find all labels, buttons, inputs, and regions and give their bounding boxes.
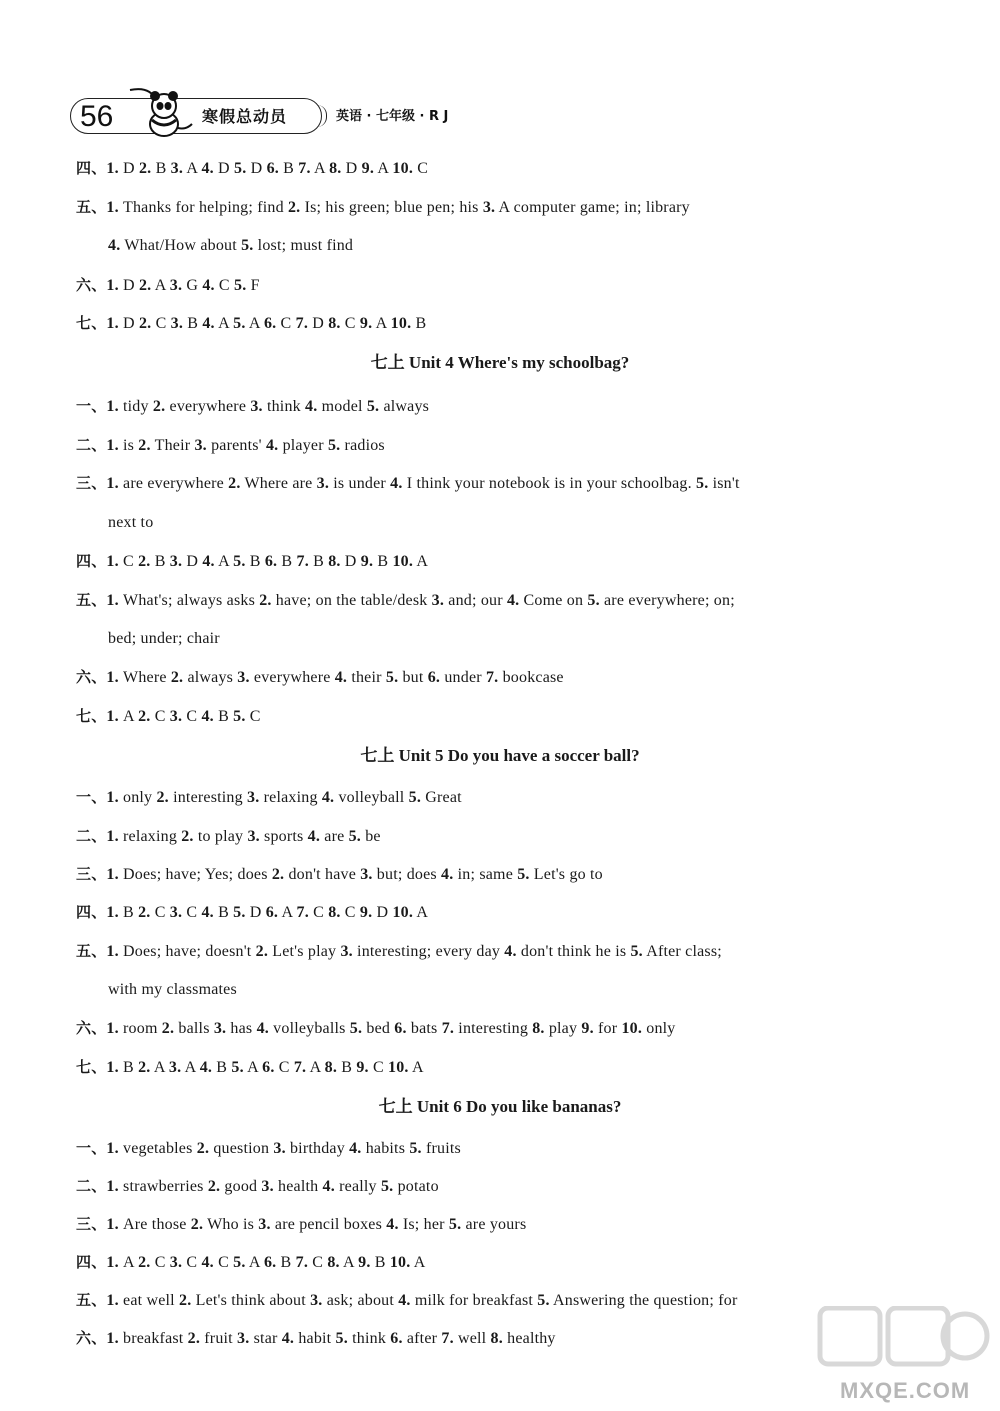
- section-label: 五、: [76, 591, 107, 609]
- answer-text: 1. B 2. A 3. A 4. B 5. A 6. C 7. A 8. B 9. C 10. A: [106, 1059, 424, 1076]
- answer-text: 1. breakfast 2. fruit 3. star 4. habit 5. think 6. after 7. well 8. healthy: [106, 1330, 556, 1347]
- section-label: 六、: [76, 1019, 107, 1037]
- section-label: 一、: [76, 397, 107, 415]
- answer-text: 1. A 2. C 3. C 4. C 5. A 6. B 7. C 8. A 9. B 10. A: [106, 1254, 426, 1271]
- unit-heading: 七上 Unit 5 Do you have a soccer ball?: [360, 746, 640, 765]
- series-title: 寒假总动员: [202, 107, 288, 126]
- section-label: 四、: [76, 1253, 107, 1271]
- panda-mascot-icon: [122, 84, 202, 140]
- section-label: 一、: [76, 788, 107, 806]
- unit-heading: 七上 Unit 4 Where's my schoolbag?: [370, 353, 630, 372]
- answer-text: 1. strawberries 2. good 3. health 4. really 5. potato: [106, 1178, 439, 1195]
- answer-text: 1. Thanks for helping; find 2. Is; his green; blue pen; his 3. A computer game; in; library: [106, 199, 690, 216]
- answer-line: [76, 826, 381, 847]
- answer-line: [76, 396, 429, 417]
- section-label: 三、: [76, 1215, 107, 1233]
- section-label: 四、: [76, 552, 107, 570]
- section-label: 六、: [76, 668, 107, 686]
- answer-line: [76, 473, 740, 494]
- answer-text: 1. Are those 2. Who is 3. are pencil boxes 4. Is; her 5. are yours: [106, 1216, 527, 1233]
- answer-text: 1. are everywhere 2. Where are 3. is under 4. I think your notebook is in your schoolbag. 5. isn't: [106, 475, 740, 492]
- section-label: 五、: [76, 942, 107, 960]
- section-label: 一、: [76, 1139, 107, 1157]
- answer-line: [76, 435, 385, 456]
- answer-line: [76, 551, 428, 572]
- answer-line: [76, 1290, 737, 1311]
- answer-text: with my classmates: [108, 981, 237, 998]
- answer-text: 1. is 2. Their 3. parents' 4. player 5. radios: [106, 437, 385, 454]
- answer-text: 1. eat well 2. Let's think about 3. ask; about 4. milk for breakfast 5. Answering the question; for: [106, 1292, 738, 1309]
- answer-text: 1. D 2. B 3. A 4. D 5. D 6. B 7. A 8. D 9. A 10. C: [106, 160, 429, 177]
- section-label: 四、: [76, 159, 107, 177]
- answer-text: 1. D 2. A 3. G 4. C 5. F: [106, 277, 260, 294]
- answer-line: [76, 1252, 426, 1273]
- answer-line: [76, 1057, 424, 1078]
- answer-text: bed; under; chair: [108, 630, 220, 647]
- answer-line: [76, 590, 735, 611]
- subject-grade: 英语 · 七年级 · R J: [336, 109, 449, 124]
- section-label: 七、: [76, 314, 107, 332]
- page-number: 56: [80, 100, 114, 133]
- answer-text: 1. relaxing 2. to play 3. sports 4. are 5. be: [106, 828, 381, 845]
- answer-text: 1. Does; have; doesn't 2. Let's play 3. interesting; every day 4. don't think he is 5. After class;: [106, 943, 722, 960]
- answer-line: [76, 1214, 526, 1235]
- answer-text: 1. What's; always asks 2. have; on the table/desk 3. and; our 4. Come on 5. are everywhere; on;: [106, 592, 735, 609]
- answer-text: 1. vegetables 2. question 3. birthday 4. habits 5. fruits: [106, 1140, 461, 1157]
- answer-line: [76, 706, 261, 727]
- answer-text: 1. D 2. C 3. B 4. A 5. A 6. C 7. D 8. C 9. A 10. B: [106, 315, 427, 332]
- answer-text: next to: [108, 514, 154, 531]
- section-label: 七、: [76, 707, 107, 725]
- answer-line: [76, 158, 428, 179]
- answer-line: [76, 1176, 439, 1197]
- answer-text: 1. C 2. B 3. D 4. A 5. B 6. B 7. B 8. D 9. B 10. A: [106, 553, 429, 570]
- section-label: 三、: [76, 865, 107, 883]
- answer-line: [108, 980, 237, 1000]
- section-label: 六、: [76, 1329, 107, 1347]
- answer-line: [76, 1138, 461, 1159]
- watermark-url: MXQE.COM: [840, 1378, 971, 1403]
- section-label: 二、: [76, 436, 107, 454]
- answer-text: 4. What/How about 5. lost; must find: [108, 237, 354, 254]
- answer-text: 1. Where 2. always 3. everywhere 4. their 5. but 6. under 7. bookcase: [106, 669, 564, 686]
- answer-line: [76, 864, 603, 885]
- section-label: 二、: [76, 827, 107, 845]
- answer-line: [76, 275, 260, 296]
- answer-line: [108, 629, 220, 649]
- section-label: 五、: [76, 198, 107, 216]
- answer-line: [108, 513, 153, 533]
- section-label: 七、: [76, 1058, 107, 1076]
- section-label: 四、: [76, 903, 107, 921]
- answer-line: [76, 1328, 556, 1349]
- answer-text: 1. A 2. C 3. C 4. B 5. C: [106, 708, 261, 725]
- answer-line: [76, 667, 564, 688]
- section-label: 二、: [76, 1177, 107, 1195]
- section-label: 六、: [76, 276, 107, 294]
- unit-heading: 七上 Unit 6 Do you like bananas?: [378, 1097, 622, 1116]
- answer-text: 1. only 2. interesting 3. relaxing 4. volleyball 5. Great: [106, 789, 462, 806]
- section-label: 五、: [76, 1291, 107, 1309]
- answer-line: [76, 787, 462, 808]
- answer-text: 1. Does; have; Yes; does 2. don't have 3. but; does 4. in; same 5. Let's go to: [106, 866, 603, 883]
- answer-text: 1. tidy 2. everywhere 3. think 4. model 5. always: [106, 398, 430, 415]
- answer-line: [108, 236, 353, 256]
- page-header: [70, 84, 490, 140]
- answer-line: [76, 197, 690, 218]
- answer-text: 1. B 2. C 3. C 4. B 5. D 6. A 7. C 8. C 9. D 10. A: [106, 904, 429, 921]
- answer-line: [76, 1018, 676, 1039]
- answer-line: [76, 313, 426, 334]
- answer-text: 1. room 2. balls 3. has 4. volleyballs 5. bed 6. bats 7. interesting 8. play 9. for 10. only: [106, 1020, 676, 1037]
- answer-line: [76, 902, 428, 923]
- answer-line: [76, 941, 722, 962]
- section-label: 三、: [76, 474, 107, 492]
